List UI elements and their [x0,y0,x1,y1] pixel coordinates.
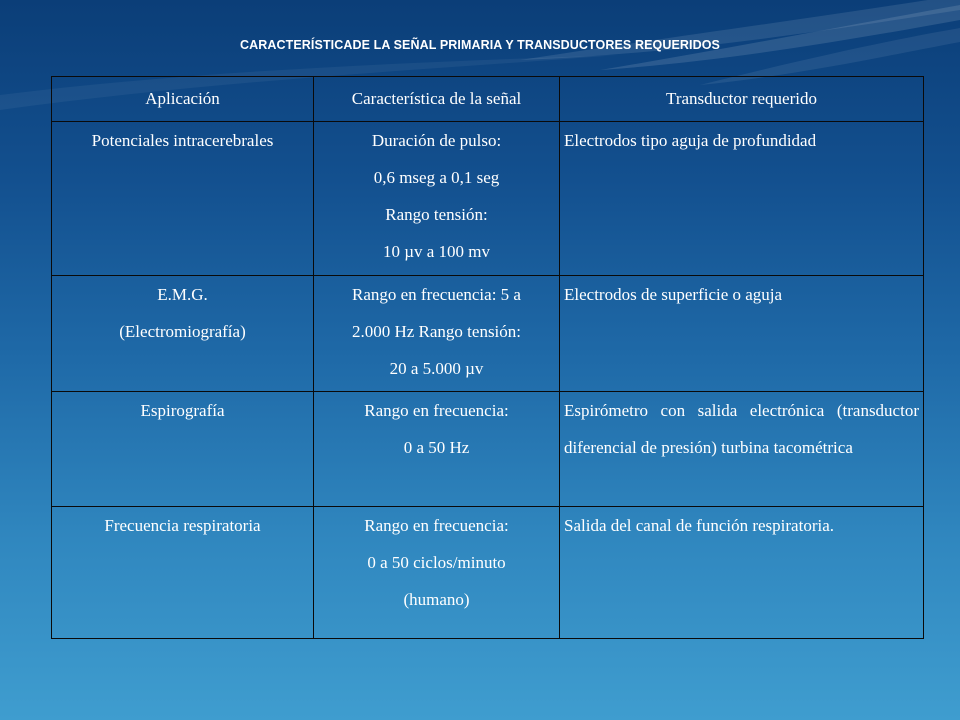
cell-line: Rango en frecuencia: [364,516,509,535]
table-row [52,507,924,639]
cell-line: Electrodos de superficie o aguja [564,285,783,304]
cell-line: E.M.G. [157,285,208,304]
cell-line: 0 a 50 Hz [403,438,470,457]
table-row [52,276,924,392]
cell-line: Electrodos tipo aguja de profundidad [564,131,817,150]
cell-caracteristica [314,507,560,639]
cell-line: Potenciales intracerebrales [91,131,274,150]
header-caracteristica: Característica de la señal [314,77,560,122]
cell-caracteristica [314,276,560,392]
cell-line: 0,6 mseg a 0,1 seg [373,168,500,187]
cell-line: 20 a 5.000 µv [389,359,484,378]
cell-transductor [560,122,924,276]
cell-paragraph: Espirómetro con salida electrónica (transductor diferencial de presión) turbina tacométrica [564,401,919,457]
cell-line: 10 µv a 100 mv [382,242,491,261]
cell-line: Duración de pulso: [371,131,502,150]
cell-aplicacion [52,122,314,276]
cell-line: 2.000 Hz Rango tensión: [351,322,522,341]
cell-line: Rango en frecuencia: [364,401,509,420]
cell-line: Rango tensión: [385,205,488,224]
table-header-row [52,77,924,122]
cell-line: (Electromiografía) [119,322,246,341]
cell-transductor [560,507,924,639]
header-transductor: Transductor requerido [560,77,924,122]
cell-line: Salida del canal de función respiratoria. [564,516,834,535]
cell-line: 0 a 50 ciclos/minuto [367,553,506,572]
table-row [52,392,924,507]
cell-line: Frecuencia respiratoria [104,516,261,535]
cell-caracteristica [314,392,560,507]
slide-title: CARACTERÍSTICADE LA SEÑAL PRIMARIA Y TRANSDUCTORES REQUERIDOS [240,38,720,52]
cell-aplicacion [52,507,314,639]
cell-aplicacion [52,276,314,392]
cell-caracteristica [314,122,560,276]
cell-aplicacion [52,392,314,507]
cell-line: (humano) [403,590,470,609]
cell-transductor [560,276,924,392]
cell-line: Espirografía [140,401,225,420]
signal-transducer-table [51,76,924,639]
header-aplicacion: Aplicación [52,77,314,122]
cell-line: Rango en frecuencia: 5 a [352,285,521,304]
table-row [52,122,924,276]
cell-transductor [560,392,924,507]
